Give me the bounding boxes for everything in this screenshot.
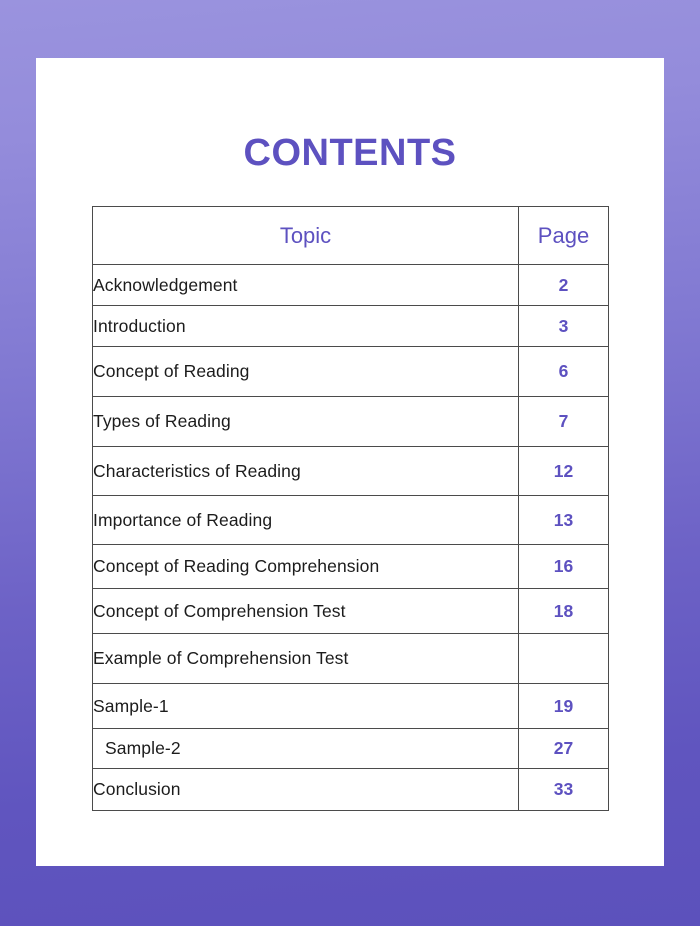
- table-row[interactable]: [93, 447, 609, 496]
- table-row[interactable]: [93, 397, 609, 447]
- page-number: 16: [519, 545, 609, 589]
- topic-label: Sample-1: [93, 684, 519, 729]
- page-number: [519, 634, 609, 684]
- page-number: 33: [519, 769, 609, 811]
- table-row[interactable]: [93, 347, 609, 397]
- page-number: 19: [519, 684, 609, 729]
- table-row[interactable]: [93, 634, 609, 684]
- topic-label: Importance of Reading: [93, 496, 519, 545]
- table-row[interactable]: [93, 589, 609, 634]
- table-row[interactable]: [93, 729, 609, 769]
- table-row[interactable]: [93, 684, 609, 729]
- page-number: 13: [519, 496, 609, 545]
- table-row[interactable]: [93, 306, 609, 347]
- table-body: [93, 265, 609, 811]
- column-header-topic: Topic: [93, 207, 519, 265]
- topic-label: Acknowledgement: [93, 265, 519, 306]
- topic-label: Characteristics of Reading: [93, 447, 519, 496]
- page-number: 12: [519, 447, 609, 496]
- page-title: CONTENTS: [243, 132, 457, 174]
- page-number: 3: [519, 306, 609, 347]
- page-number: 27: [519, 729, 609, 769]
- table-row[interactable]: [93, 769, 609, 811]
- topic-label: Example of Comprehension Test: [93, 634, 519, 684]
- topic-label: Concept of Reading Comprehension: [93, 545, 519, 589]
- topic-label: Concept of Comprehension Test: [93, 589, 519, 634]
- table-row[interactable]: [93, 265, 609, 306]
- topic-label: Concept of Reading: [93, 347, 519, 397]
- topic-label: Sample-2: [93, 729, 519, 769]
- topic-label: Types of Reading: [93, 397, 519, 447]
- page-number: 18: [519, 589, 609, 634]
- page-number: 2: [519, 265, 609, 306]
- table-row[interactable]: [93, 496, 609, 545]
- topic-label: Introduction: [93, 306, 519, 347]
- table-of-contents: [92, 206, 609, 811]
- table-header: [93, 207, 609, 265]
- page-number: 7: [519, 397, 609, 447]
- table-header-row: [93, 207, 609, 265]
- table-row[interactable]: [93, 545, 609, 589]
- topic-label: Conclusion: [93, 769, 519, 811]
- document-paper: [36, 58, 664, 866]
- column-header-page: Page: [519, 207, 609, 265]
- page-number: 6: [519, 347, 609, 397]
